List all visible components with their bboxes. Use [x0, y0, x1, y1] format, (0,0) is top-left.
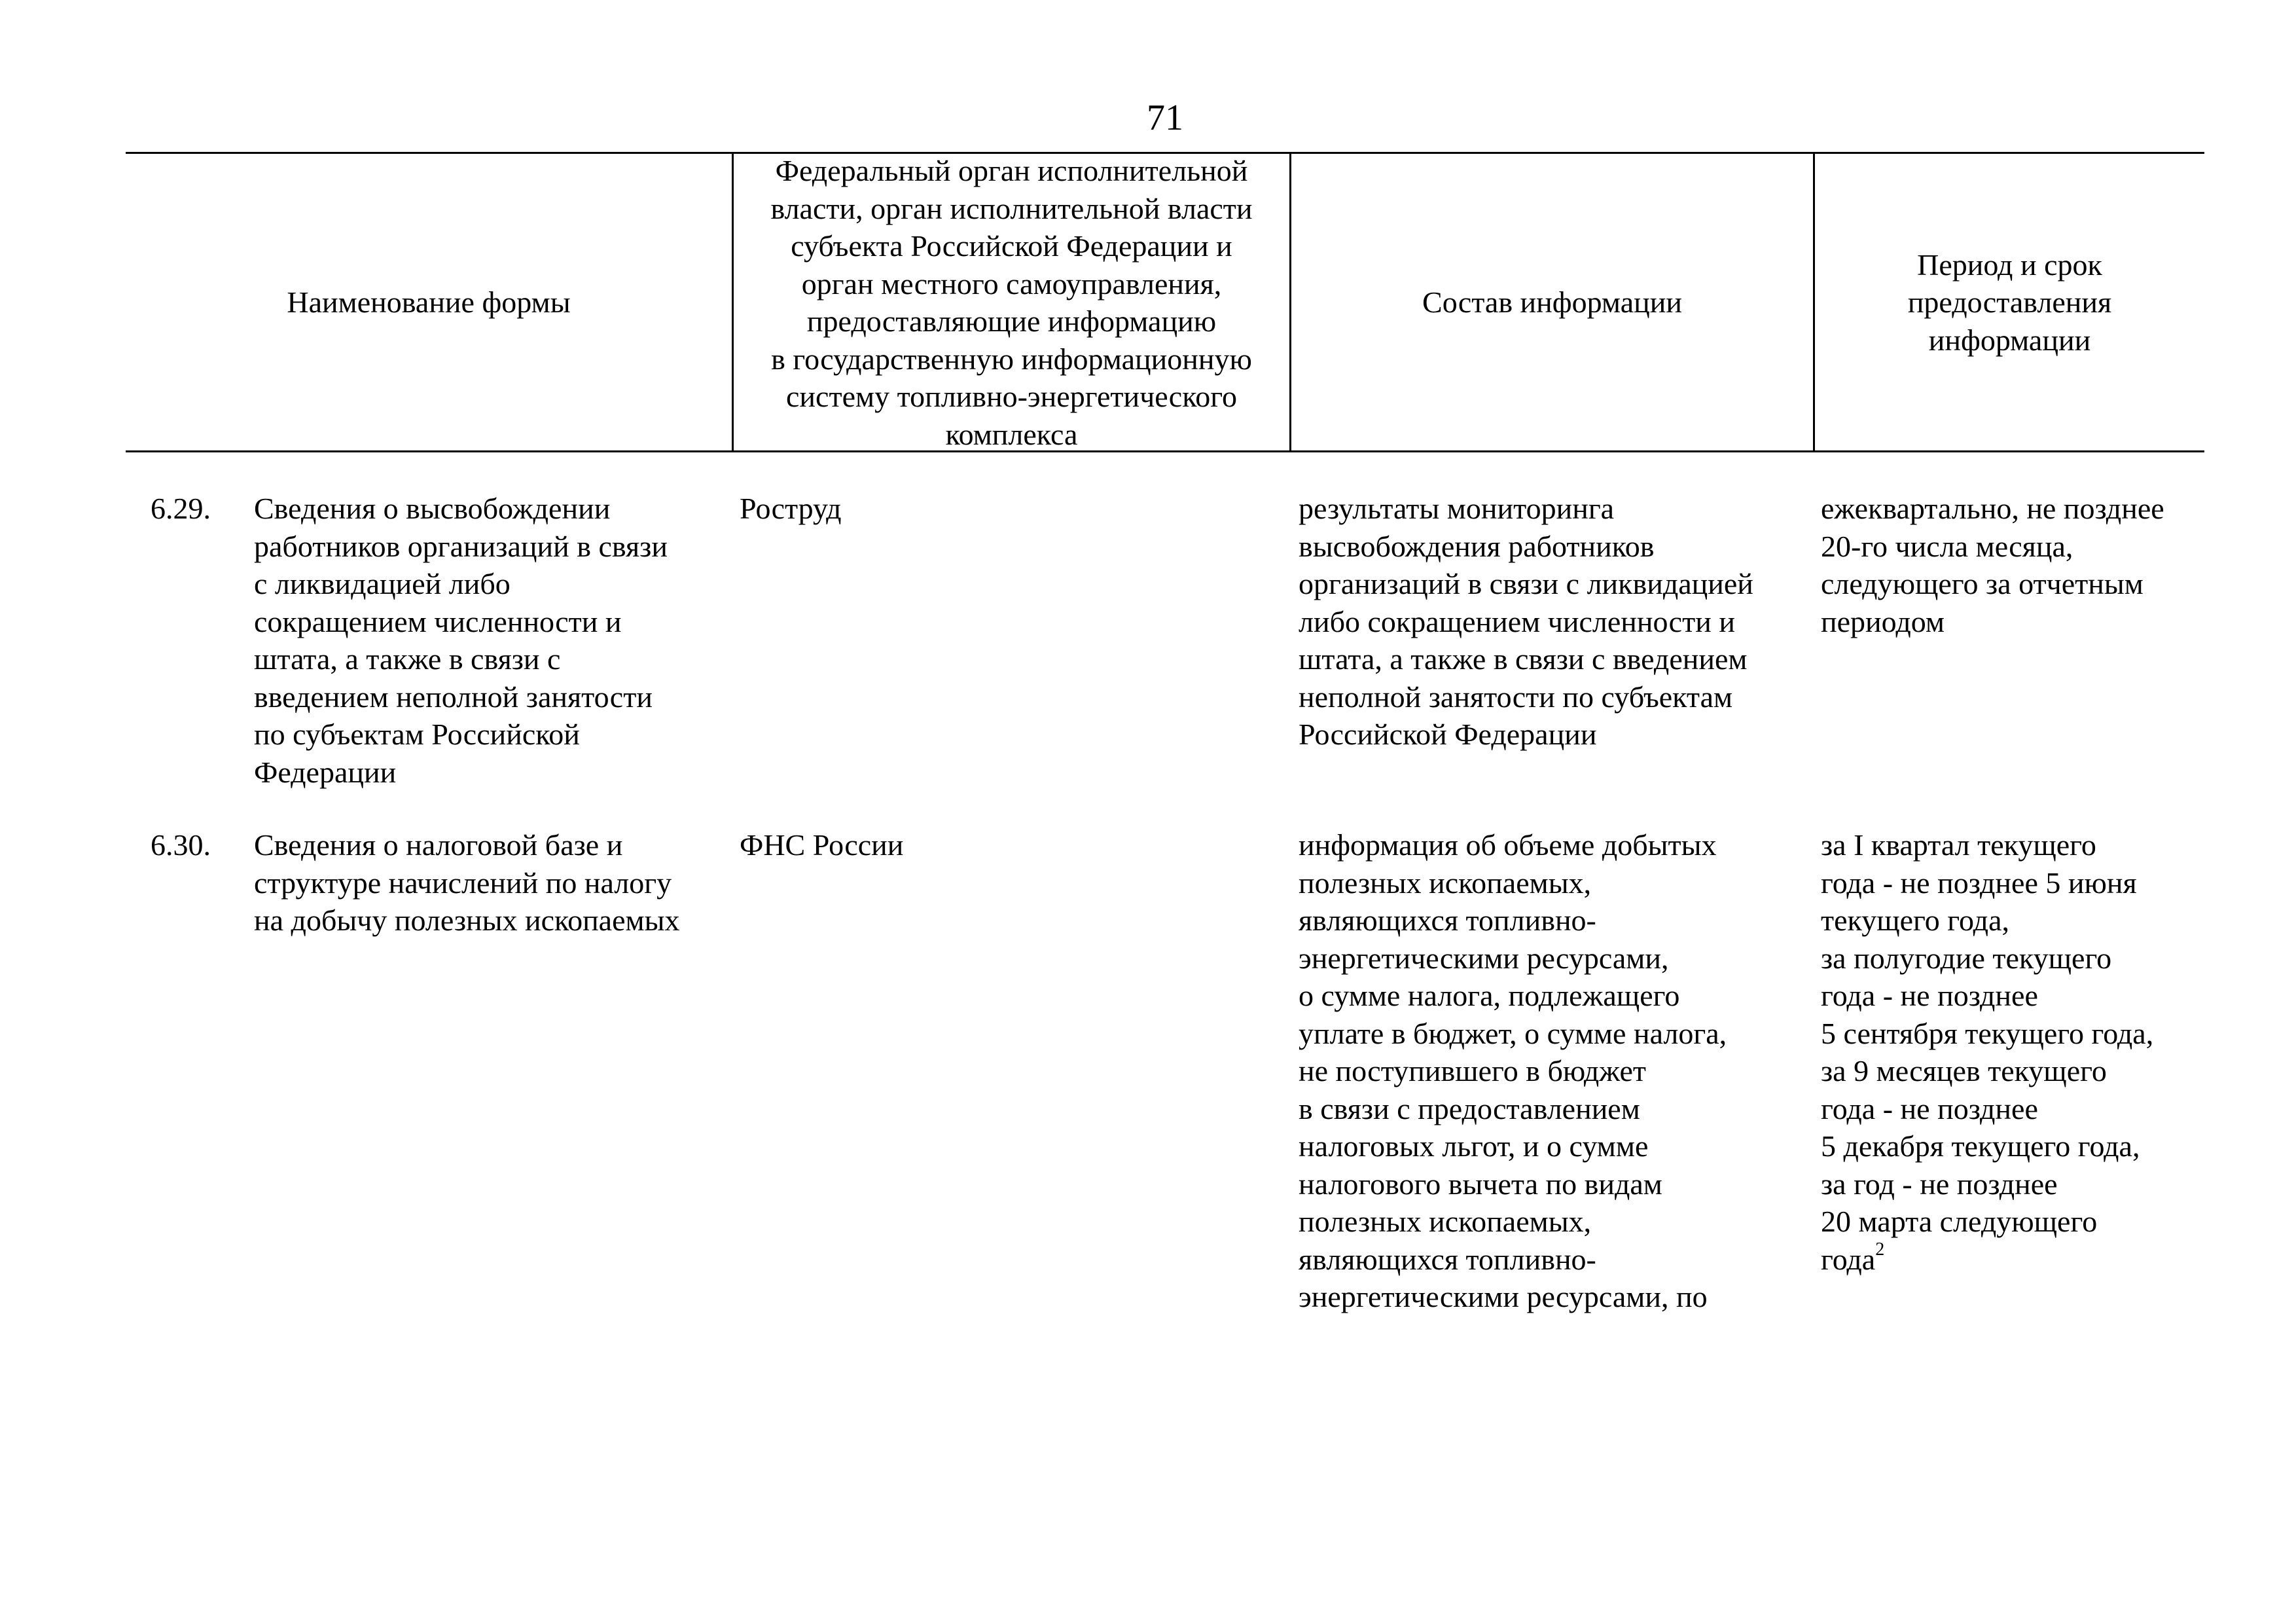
row-period: ежеквартально, не позднее 20-го числа месяца, следующего за отчетным периодом	[1821, 492, 2164, 638]
row-number: 6.29.	[151, 492, 211, 525]
row-number: 6.30.	[151, 828, 211, 862]
page-number: 71	[1147, 98, 1183, 138]
footnote-marker: 2	[1875, 1239, 1885, 1260]
header-period	[1815, 153, 2204, 452]
header-content-text: Состав информации	[1422, 285, 1682, 319]
header-period-text: Период и срок предоставления информации	[1907, 247, 2112, 357]
row-content: информация об объеме добытых полезных ископаемых, являющихся топливно- энергетическими ресурсами, о сумме налога, подлежащего уплате в бюджет, о сумме налога, не поступившего в бюджет в связи с предоставлением налоговых льгот, и о сумме налогового вычета по видам полезных ископаемых, являющихся топливно- энергетическими ресурсами, по	[1299, 828, 1727, 1313]
row-period	[1821, 826, 2153, 1278]
header-authority	[734, 153, 1289, 452]
row-form-name: Сведения о налоговой базе и структуре начислений по налогу на добычу полезных ископаемых	[254, 828, 680, 937]
row-period-text: за I квартал текущего года - не позднее 5 июня текущего года, за полугодие текущего года - не позднее 5 сентября текущего года, за 9 месяцев текущего года - не позднее 5 декабря текущего года, за год - не позднее 20 марта следующего года	[1821, 828, 2154, 1276]
row-form-name: Сведения о высвобождении работников организаций в связи с ликвидацией либо сокращением численности и штата, а также в связи с введением неполной занятости по субъектам Российской Федерации	[254, 492, 668, 789]
header-authority-text: Федеральный орган исполнительной власти, орган исполнительной власти субъекта Российской Федерации и орган местного самоуправления, предоставляющие информацию в государственную информационную систему топливно-энергетического комплекса	[770, 154, 1253, 451]
header-form-name	[126, 153, 732, 452]
row-authority: ФНС России	[740, 828, 904, 862]
header-content	[1291, 153, 1813, 452]
row-authority: Роструд	[740, 492, 842, 525]
row-content: результаты мониторинга высвобождения работников организаций в связи с ликвидацией либо сокращением численности и штата, а также в связи с введением неполной занятости по субъектам Российской Федерации	[1299, 492, 1753, 751]
header-form-name-text: Наименование формы	[287, 285, 571, 319]
